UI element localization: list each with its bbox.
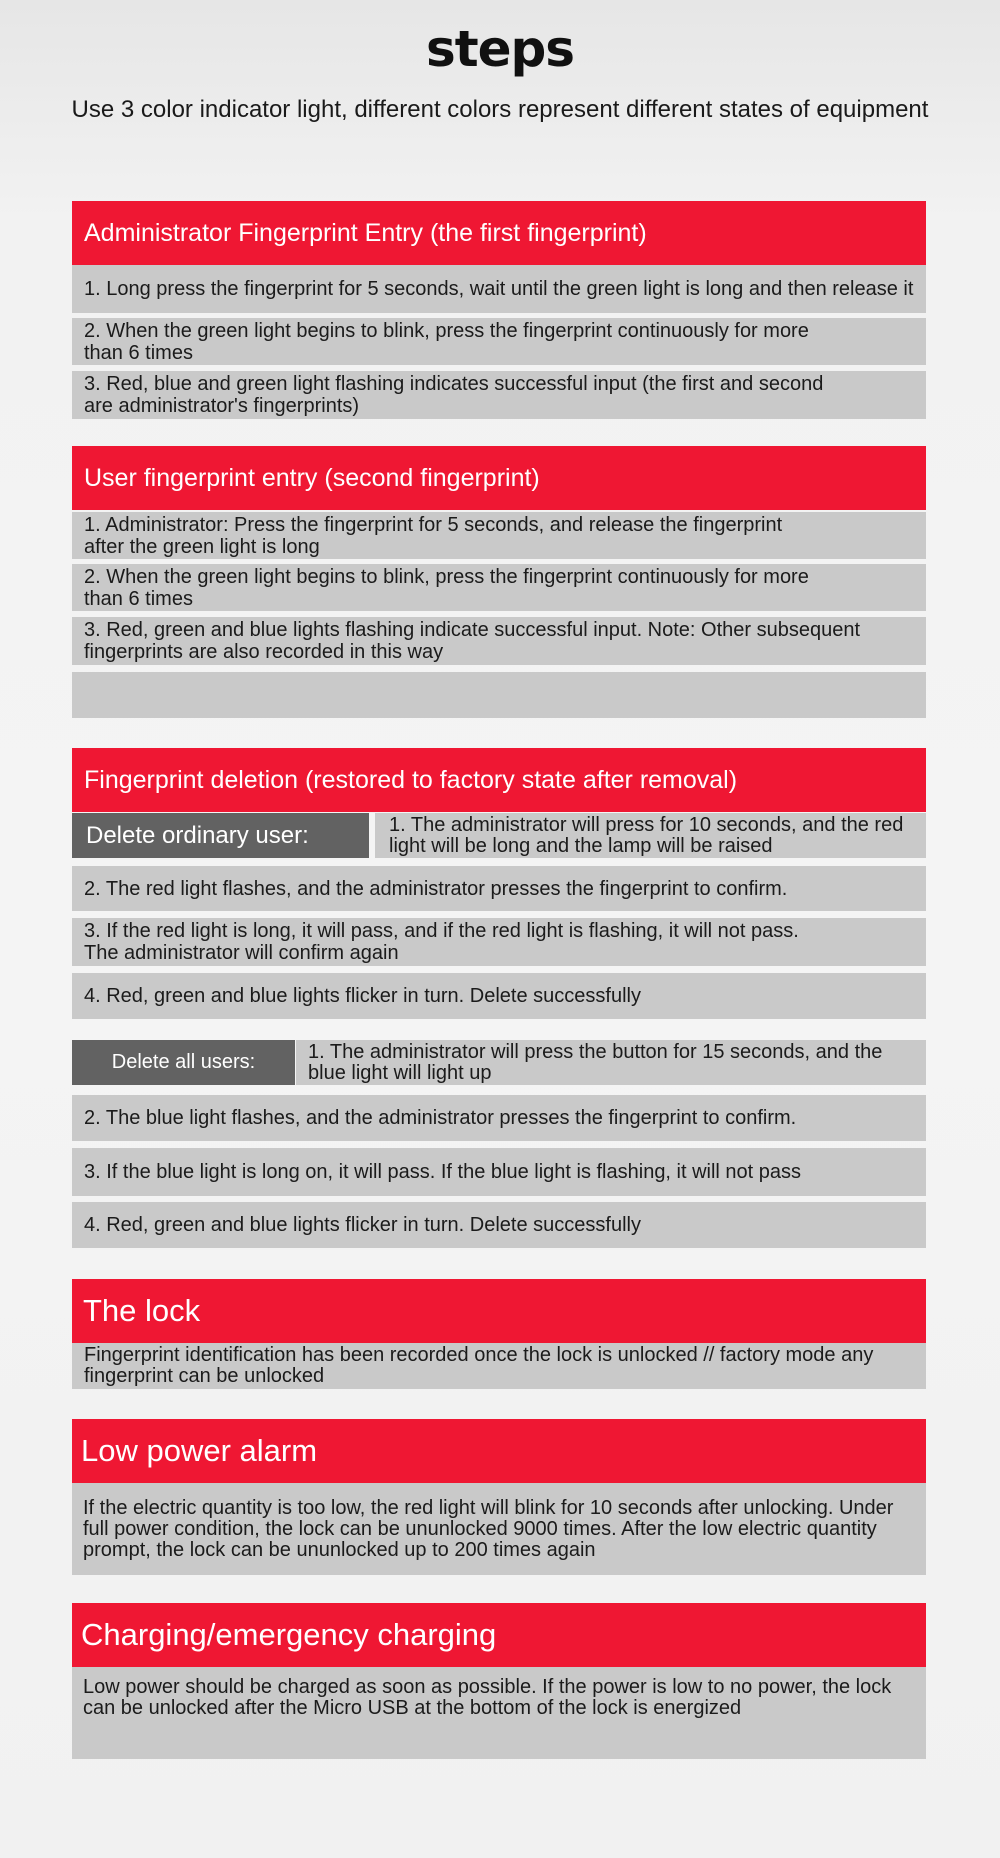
ordinary-step-4: 4. Red, green and blue lights flicker in turn. Delete successfully — [72, 973, 926, 1019]
user-step-2: 2. When the green light begins to blink, press the fingerprint continuously for more than 6 times — [72, 564, 926, 611]
admin-step-1: 1. Long press the fingerprint for 5 seconds, wait until the green light is long and then release it — [72, 265, 926, 313]
user-step-3: 3. Red, green and blue lights flashing indicate successful input. Note: Other subsequent fingerprints are also recorded in this way — [72, 617, 926, 665]
all-step-3: 3. If the blue light is long on, it will pass. If the blue light is flashing, it will not pass — [72, 1148, 926, 1196]
admin-step-2: 2. When the green light begins to blink, press the fingerprint continuously for more than 6 times — [72, 318, 926, 365]
delete-all-label: Delete all users: — [72, 1040, 295, 1085]
lock-header: The lock — [72, 1279, 926, 1343]
low-power-header: Low power alarm — [72, 1419, 926, 1483]
all-step-2: 2. The blue light flashes, and the administrator presses the fingerprint to confirm. — [72, 1095, 926, 1141]
admin-entry-header: Administrator Fingerprint Entry (the first fingerprint) — [72, 201, 926, 265]
ordinary-step-1: 1. The administrator will press for 10 seconds, and the red light will be long and the lamp will be raised — [375, 813, 926, 858]
deletion-header: Fingerprint deletion (restored to factory state after removal) — [72, 748, 926, 812]
delete-ordinary-label: Delete ordinary user: — [72, 813, 369, 858]
ordinary-step-3: 3. If the red light is long, it will pass, and if the red light is flashing, it will not pass. The administrator will confirm again — [72, 918, 926, 966]
user-step-1: 1. Administrator: Press the fingerprint for 5 seconds, and release the fingerprint after the green light is long — [72, 512, 926, 559]
all-step-4: 4. Red, green and blue lights flicker in turn. Delete successfully — [72, 1202, 926, 1248]
user-entry-header: User fingerprint entry (second fingerprint) — [72, 446, 926, 510]
charging-text: Low power should be charged as soon as possible. If the power is low to no power, the lock can be unlocked after the Micro USB at the bottom of the lock is energized — [72, 1667, 926, 1759]
low-power-text: If the electric quantity is too low, the red light will blink for 10 seconds after unlocking. Under full power condition, the lock can be ununlocked 9000 times. After the low electric quantity prompt, the lock can be ununlocked up to 200 times again — [72, 1483, 926, 1575]
admin-step-3: 3. Red, blue and green light flashing indicates successful input (the first and second are administrator's fingerprints) — [72, 371, 926, 419]
page-title: steps — [425, 20, 575, 78]
ordinary-step-2: 2. The red light flashes, and the administrator presses the fingerprint to confirm. — [72, 866, 926, 911]
charging-header: Charging/emergency charging — [72, 1603, 926, 1667]
lock-text: Fingerprint identification has been recorded once the lock is unlocked // factory mode any fingerprint can be unlocked — [72, 1343, 926, 1389]
user-empty-row — [72, 672, 926, 718]
all-step-1: 1. The administrator will press the button for 15 seconds, and the blue light will light up — [296, 1040, 926, 1085]
page-subtitle: Use 3 color indicator light, different colors represent different states of equipment — [71, 96, 929, 123]
